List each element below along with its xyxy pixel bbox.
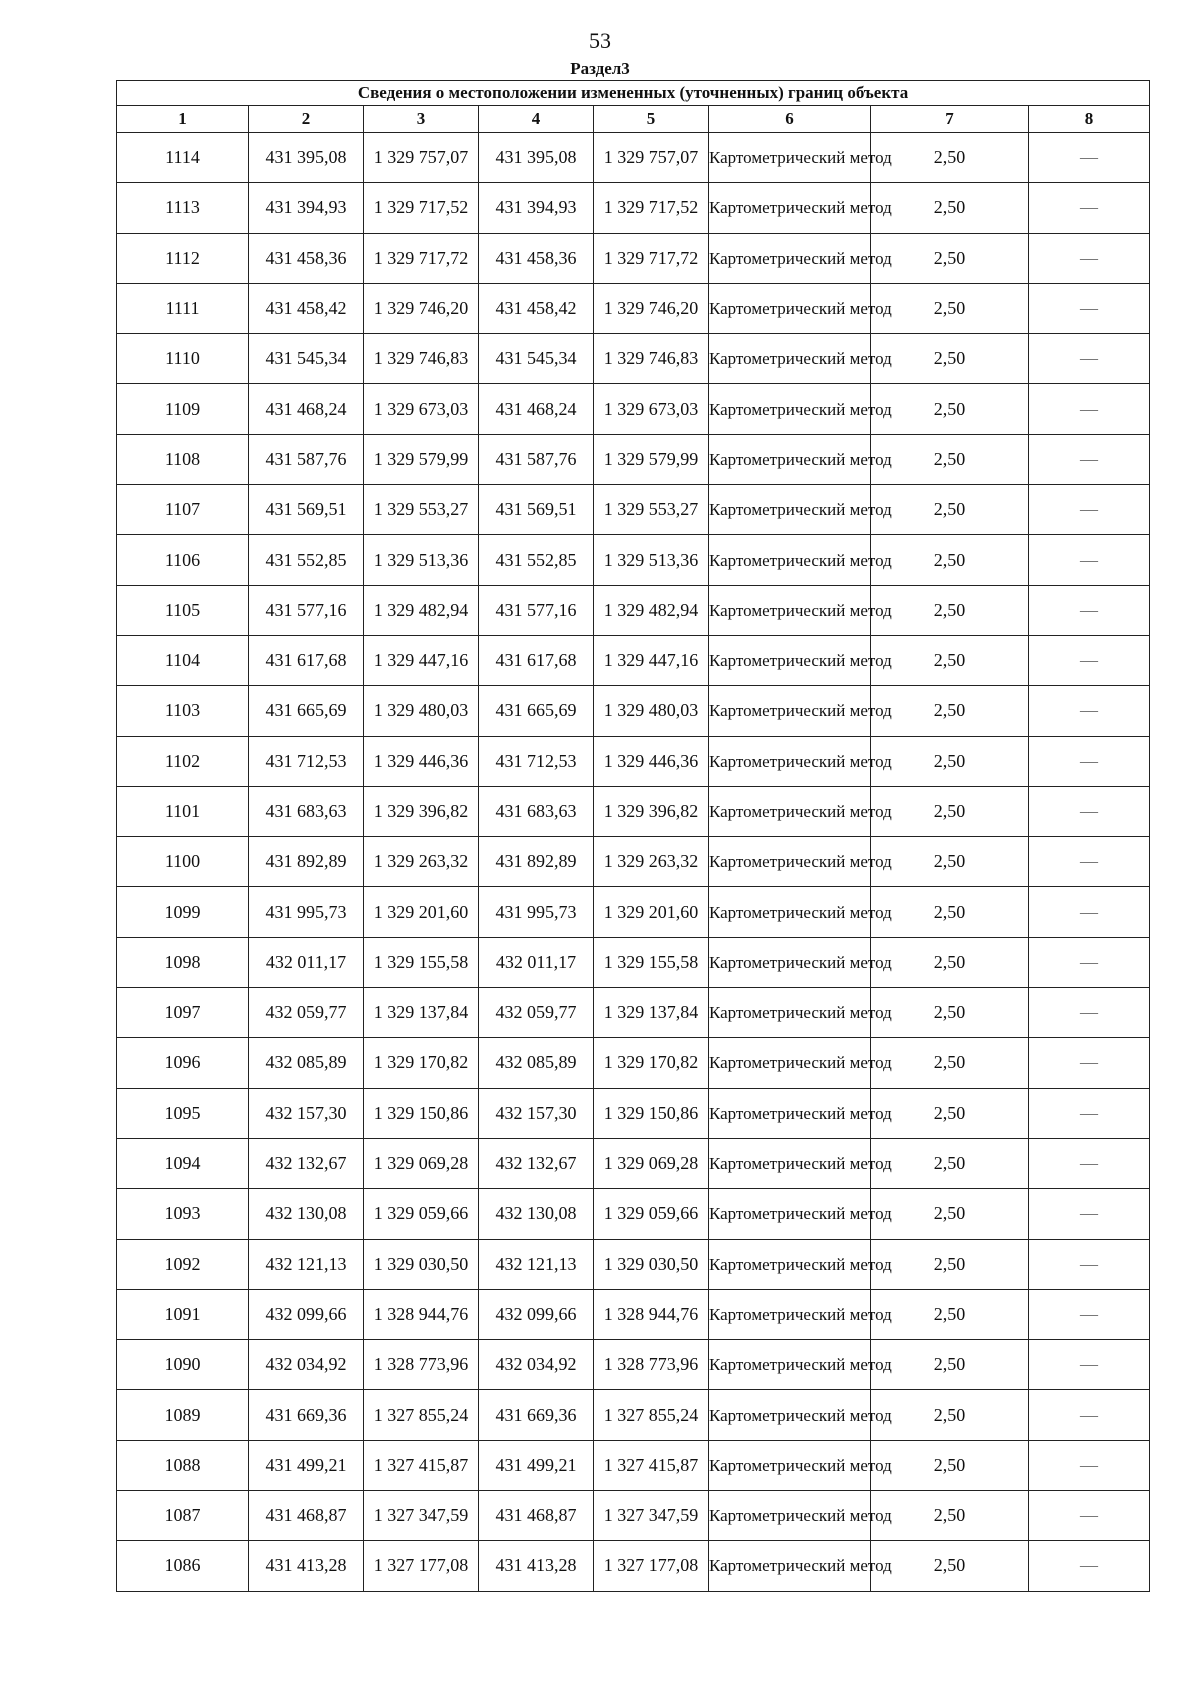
point-number-cell: 1105 <box>117 585 249 635</box>
table-row <box>117 1541 1150 1591</box>
table-row <box>117 837 1150 887</box>
x-existing-cell: 432 132,67 <box>249 1138 364 1188</box>
y-refined-cell: 1 329 155,58 <box>594 937 709 987</box>
y-existing-cell: 1 328 773,96 <box>364 1340 479 1390</box>
point-number-cell: 1088 <box>117 1440 249 1490</box>
point-number-cell: 1109 <box>117 384 249 434</box>
description-cell: — <box>1029 1440 1150 1490</box>
method-cell: Картометрический метод <box>709 1088 871 1138</box>
point-number-cell: 1100 <box>117 837 249 887</box>
y-existing-cell: 1 329 717,72 <box>364 233 479 283</box>
boundary-points-table <box>116 80 1150 1592</box>
accuracy-cell: 2,50 <box>871 1541 1029 1591</box>
description-cell: — <box>1029 384 1150 434</box>
table-row <box>117 384 1150 434</box>
y-refined-cell: 1 328 944,76 <box>594 1289 709 1339</box>
y-refined-cell: 1 327 855,24 <box>594 1390 709 1440</box>
x-refined-cell: 431 552,85 <box>479 535 594 585</box>
x-refined-cell: 431 617,68 <box>479 635 594 685</box>
y-refined-cell: 1 329 447,16 <box>594 635 709 685</box>
table-row <box>117 535 1150 585</box>
table-row <box>117 1440 1150 1490</box>
y-existing-cell: 1 329 059,66 <box>364 1189 479 1239</box>
x-refined-cell: 431 413,28 <box>479 1541 594 1591</box>
method-cell: Картометрический метод <box>709 1189 871 1239</box>
method-cell: Картометрический метод <box>709 585 871 635</box>
table-row <box>117 485 1150 535</box>
point-number-cell: 1110 <box>117 334 249 384</box>
x-existing-cell: 432 157,30 <box>249 1088 364 1138</box>
description-cell: — <box>1029 837 1150 887</box>
description-cell: — <box>1029 988 1150 1038</box>
y-refined-cell: 1 329 069,28 <box>594 1138 709 1188</box>
column-number-7: 7 <box>871 106 1029 133</box>
x-existing-cell: 432 059,77 <box>249 988 364 1038</box>
y-refined-cell: 1 328 773,96 <box>594 1340 709 1390</box>
y-refined-cell: 1 329 757,07 <box>594 133 709 183</box>
method-cell: Картометрический метод <box>709 434 871 484</box>
section-title: Раздел3 <box>570 59 630 78</box>
y-existing-cell: 1 329 263,32 <box>364 837 479 887</box>
y-refined-cell: 1 329 150,86 <box>594 1088 709 1138</box>
accuracy-cell: 2,50 <box>871 233 1029 283</box>
method-cell: Картометрический метод <box>709 334 871 384</box>
method-cell: Картометрический метод <box>709 1038 871 1088</box>
point-number-cell: 1103 <box>117 686 249 736</box>
point-number-cell: 1090 <box>117 1340 249 1390</box>
description-cell: — <box>1029 233 1150 283</box>
x-existing-cell: 431 617,68 <box>249 635 364 685</box>
description-cell: — <box>1029 1340 1150 1390</box>
point-number-cell: 1094 <box>117 1138 249 1188</box>
column-number-8: 8 <box>1029 106 1150 133</box>
table-row <box>117 334 1150 384</box>
method-cell: Картометрический метод <box>709 384 871 434</box>
table-row <box>117 1340 1150 1390</box>
x-refined-cell: 431 577,16 <box>479 585 594 635</box>
description-cell: — <box>1029 1541 1150 1591</box>
table-row <box>117 937 1150 987</box>
method-cell: Картометрический метод <box>709 133 871 183</box>
point-number-cell: 1108 <box>117 434 249 484</box>
description-cell: — <box>1029 786 1150 836</box>
x-existing-cell: 431 683,63 <box>249 786 364 836</box>
point-number-cell: 1099 <box>117 887 249 937</box>
x-refined-cell: 431 545,34 <box>479 334 594 384</box>
y-existing-cell: 1 329 030,50 <box>364 1239 479 1289</box>
y-refined-cell: 1 327 347,59 <box>594 1491 709 1541</box>
x-refined-cell: 431 569,51 <box>479 485 594 535</box>
method-cell: Картометрический метод <box>709 1239 871 1289</box>
point-number-cell: 1091 <box>117 1289 249 1339</box>
point-number-cell: 1093 <box>117 1189 249 1239</box>
accuracy-cell: 2,50 <box>871 736 1029 786</box>
accuracy-cell: 2,50 <box>871 334 1029 384</box>
method-cell: Картометрический метод <box>709 786 871 836</box>
y-refined-cell: 1 329 201,60 <box>594 887 709 937</box>
y-refined-cell: 1 329 030,50 <box>594 1239 709 1289</box>
y-existing-cell: 1 327 177,08 <box>364 1541 479 1591</box>
x-existing-cell: 431 892,89 <box>249 837 364 887</box>
x-existing-cell: 431 468,24 <box>249 384 364 434</box>
x-refined-cell: 431 499,21 <box>479 1440 594 1490</box>
x-existing-cell: 431 552,85 <box>249 535 364 585</box>
y-existing-cell: 1 329 553,27 <box>364 485 479 535</box>
x-refined-cell: 432 132,67 <box>479 1138 594 1188</box>
y-refined-cell: 1 329 137,84 <box>594 988 709 1038</box>
table-row <box>117 1239 1150 1289</box>
table-row <box>117 434 1150 484</box>
column-number-5: 5 <box>594 106 709 133</box>
x-refined-cell: 431 468,87 <box>479 1491 594 1541</box>
point-number-cell: 1101 <box>117 786 249 836</box>
table-row <box>117 1088 1150 1138</box>
accuracy-cell: 2,50 <box>871 937 1029 987</box>
accuracy-cell: 2,50 <box>871 988 1029 1038</box>
method-cell: Картометрический метод <box>709 1138 871 1188</box>
description-cell: — <box>1029 1491 1150 1541</box>
y-refined-cell: 1 329 170,82 <box>594 1038 709 1088</box>
accuracy-cell: 2,50 <box>871 635 1029 685</box>
x-existing-cell: 432 099,66 <box>249 1289 364 1339</box>
y-existing-cell: 1 329 746,83 <box>364 334 479 384</box>
point-number-cell: 1095 <box>117 1088 249 1138</box>
table-row <box>117 786 1150 836</box>
accuracy-cell: 2,50 <box>871 1440 1029 1490</box>
y-existing-cell: 1 329 150,86 <box>364 1088 479 1138</box>
x-existing-cell: 431 413,28 <box>249 1541 364 1591</box>
method-cell: Картометрический метод <box>709 1340 871 1390</box>
y-existing-cell: 1 329 717,52 <box>364 183 479 233</box>
accuracy-cell: 2,50 <box>871 384 1029 434</box>
x-refined-cell: 431 394,93 <box>479 183 594 233</box>
method-cell: Картометрический метод <box>709 988 871 1038</box>
y-existing-cell: 1 329 513,36 <box>364 535 479 585</box>
y-existing-cell: 1 329 757,07 <box>364 133 479 183</box>
x-refined-cell: 431 892,89 <box>479 837 594 887</box>
point-number-cell: 1114 <box>117 133 249 183</box>
method-cell: Картометрический метод <box>709 1541 871 1591</box>
y-existing-cell: 1 329 446,36 <box>364 736 479 786</box>
method-cell: Картометрический метод <box>709 686 871 736</box>
accuracy-cell: 2,50 <box>871 1088 1029 1138</box>
column-number-4: 4 <box>479 106 594 133</box>
point-number-cell: 1087 <box>117 1491 249 1541</box>
y-refined-cell: 1 329 746,83 <box>594 334 709 384</box>
table-row <box>117 1390 1150 1440</box>
description-cell: — <box>1029 334 1150 384</box>
description-cell: — <box>1029 1189 1150 1239</box>
y-existing-cell: 1 329 482,94 <box>364 585 479 635</box>
method-cell: Картометрический метод <box>709 183 871 233</box>
accuracy-cell: 2,50 <box>871 133 1029 183</box>
point-number-cell: 1097 <box>117 988 249 1038</box>
accuracy-cell: 2,50 <box>871 1491 1029 1541</box>
method-cell: Картометрический метод <box>709 485 871 535</box>
method-cell: Картометрический метод <box>709 1440 871 1490</box>
description-cell: — <box>1029 283 1150 333</box>
y-refined-cell: 1 329 717,72 <box>594 233 709 283</box>
y-refined-cell: 1 329 717,52 <box>594 183 709 233</box>
description-cell: — <box>1029 937 1150 987</box>
y-refined-cell: 1 329 480,03 <box>594 686 709 736</box>
y-existing-cell: 1 329 396,82 <box>364 786 479 836</box>
y-refined-cell: 1 329 513,36 <box>594 535 709 585</box>
accuracy-cell: 2,50 <box>871 1390 1029 1440</box>
y-existing-cell: 1 329 579,99 <box>364 434 479 484</box>
table-row <box>117 1189 1150 1239</box>
accuracy-cell: 2,50 <box>871 1239 1029 1289</box>
point-number-cell: 1113 <box>117 183 249 233</box>
accuracy-cell: 2,50 <box>871 837 1029 887</box>
point-number-cell: 1112 <box>117 233 249 283</box>
x-refined-cell: 431 458,42 <box>479 283 594 333</box>
table-row <box>117 635 1150 685</box>
y-existing-cell: 1 327 855,24 <box>364 1390 479 1440</box>
y-refined-cell: 1 329 446,36 <box>594 736 709 786</box>
x-refined-cell: 432 130,08 <box>479 1189 594 1239</box>
accuracy-cell: 2,50 <box>871 786 1029 836</box>
accuracy-cell: 2,50 <box>871 887 1029 937</box>
y-refined-cell: 1 329 673,03 <box>594 384 709 434</box>
y-existing-cell: 1 329 201,60 <box>364 887 479 937</box>
y-existing-cell: 1 329 069,28 <box>364 1138 479 1188</box>
accuracy-cell: 2,50 <box>871 535 1029 585</box>
x-existing-cell: 432 085,89 <box>249 1038 364 1088</box>
column-number-1: 1 <box>117 106 249 133</box>
x-refined-cell: 431 712,53 <box>479 736 594 786</box>
method-cell: Картометрический метод <box>709 1491 871 1541</box>
method-cell: Картометрический метод <box>709 635 871 685</box>
x-refined-cell: 431 468,24 <box>479 384 594 434</box>
table-row <box>117 283 1150 333</box>
accuracy-cell: 2,50 <box>871 1289 1029 1339</box>
table-row <box>117 1138 1150 1188</box>
point-number-cell: 1107 <box>117 485 249 535</box>
x-refined-cell: 431 683,63 <box>479 786 594 836</box>
description-cell: — <box>1029 1239 1150 1289</box>
table-row <box>117 887 1150 937</box>
y-existing-cell: 1 328 944,76 <box>364 1289 479 1339</box>
y-existing-cell: 1 329 155,58 <box>364 937 479 987</box>
x-refined-cell: 431 665,69 <box>479 686 594 736</box>
x-refined-cell: 432 121,13 <box>479 1239 594 1289</box>
method-cell: Картометрический метод <box>709 736 871 786</box>
y-refined-cell: 1 327 177,08 <box>594 1541 709 1591</box>
x-refined-cell: 432 099,66 <box>479 1289 594 1339</box>
table-body <box>117 133 1150 1592</box>
accuracy-cell: 2,50 <box>871 585 1029 635</box>
x-refined-cell: 432 157,30 <box>479 1088 594 1138</box>
x-existing-cell: 431 545,34 <box>249 334 364 384</box>
accuracy-cell: 2,50 <box>871 1038 1029 1088</box>
x-existing-cell: 432 011,17 <box>249 937 364 987</box>
x-existing-cell: 431 587,76 <box>249 434 364 484</box>
x-existing-cell: 431 458,36 <box>249 233 364 283</box>
column-number-6: 6 <box>709 106 871 133</box>
y-existing-cell: 1 327 415,87 <box>364 1440 479 1490</box>
y-existing-cell: 1 329 137,84 <box>364 988 479 1038</box>
description-cell: — <box>1029 1390 1150 1440</box>
table-row <box>117 988 1150 1038</box>
method-cell: Картометрический метод <box>709 937 871 987</box>
x-refined-cell: 432 011,17 <box>479 937 594 987</box>
table-caption: Сведения о местоположении измененных (уточненных) границ объекта <box>117 81 1150 106</box>
x-existing-cell: 432 130,08 <box>249 1189 364 1239</box>
x-existing-cell: 432 121,13 <box>249 1239 364 1289</box>
point-number-cell: 1086 <box>117 1541 249 1591</box>
method-cell: Картометрический метод <box>709 1289 871 1339</box>
x-refined-cell: 431 458,36 <box>479 233 594 283</box>
accuracy-cell: 2,50 <box>871 183 1029 233</box>
point-number-cell: 1104 <box>117 635 249 685</box>
x-refined-cell: 431 995,73 <box>479 887 594 937</box>
x-existing-cell: 431 577,16 <box>249 585 364 635</box>
method-cell: Картометрический метод <box>709 535 871 585</box>
x-existing-cell: 431 395,08 <box>249 133 364 183</box>
y-existing-cell: 1 329 447,16 <box>364 635 479 685</box>
method-cell: Картометрический метод <box>709 837 871 887</box>
table-row <box>117 736 1150 786</box>
x-existing-cell: 431 712,53 <box>249 736 364 786</box>
description-cell: — <box>1029 1038 1150 1088</box>
y-refined-cell: 1 329 746,20 <box>594 283 709 333</box>
point-number-cell: 1111 <box>117 283 249 333</box>
x-refined-cell: 432 034,92 <box>479 1340 594 1390</box>
description-cell: — <box>1029 485 1150 535</box>
method-cell: Картометрический метод <box>709 1390 871 1440</box>
accuracy-cell: 2,50 <box>871 434 1029 484</box>
accuracy-cell: 2,50 <box>871 283 1029 333</box>
description-cell: — <box>1029 736 1150 786</box>
description-cell: — <box>1029 183 1150 233</box>
point-number-cell: 1106 <box>117 535 249 585</box>
y-existing-cell: 1 329 746,20 <box>364 283 479 333</box>
y-existing-cell: 1 327 347,59 <box>364 1491 479 1541</box>
y-refined-cell: 1 329 579,99 <box>594 434 709 484</box>
table-row <box>117 1038 1150 1088</box>
x-existing-cell: 432 034,92 <box>249 1340 364 1390</box>
x-existing-cell: 431 665,69 <box>249 686 364 736</box>
point-number-cell: 1098 <box>117 937 249 987</box>
accuracy-cell: 2,50 <box>871 1138 1029 1188</box>
x-refined-cell: 432 085,89 <box>479 1038 594 1088</box>
x-existing-cell: 431 499,21 <box>249 1440 364 1490</box>
description-cell: — <box>1029 434 1150 484</box>
y-existing-cell: 1 329 170,82 <box>364 1038 479 1088</box>
y-refined-cell: 1 329 263,32 <box>594 837 709 887</box>
table-row <box>117 183 1150 233</box>
x-refined-cell: 431 395,08 <box>479 133 594 183</box>
accuracy-cell: 2,50 <box>871 485 1029 535</box>
method-cell: Картометрический метод <box>709 233 871 283</box>
table-row <box>117 233 1150 283</box>
page-number: 53 <box>589 28 611 53</box>
description-cell: — <box>1029 535 1150 585</box>
y-existing-cell: 1 329 673,03 <box>364 384 479 434</box>
description-cell: — <box>1029 1289 1150 1339</box>
table-row <box>117 686 1150 736</box>
x-existing-cell: 431 394,93 <box>249 183 364 233</box>
description-cell: — <box>1029 635 1150 685</box>
description-cell: — <box>1029 1138 1150 1188</box>
y-refined-cell: 1 329 482,94 <box>594 585 709 635</box>
method-cell: Картометрический метод <box>709 887 871 937</box>
point-number-cell: 1092 <box>117 1239 249 1289</box>
x-existing-cell: 431 569,51 <box>249 485 364 535</box>
description-cell: — <box>1029 585 1150 635</box>
method-cell: Картометрический метод <box>709 283 871 333</box>
column-number-3: 3 <box>364 106 479 133</box>
x-refined-cell: 431 669,36 <box>479 1390 594 1440</box>
table-row <box>117 1491 1150 1541</box>
x-refined-cell: 431 587,76 <box>479 434 594 484</box>
y-refined-cell: 1 329 553,27 <box>594 485 709 535</box>
x-existing-cell: 431 458,42 <box>249 283 364 333</box>
table-row <box>117 585 1150 635</box>
y-refined-cell: 1 329 396,82 <box>594 786 709 836</box>
description-cell: — <box>1029 686 1150 736</box>
point-number-cell: 1102 <box>117 736 249 786</box>
description-cell: — <box>1029 887 1150 937</box>
x-existing-cell: 431 669,36 <box>249 1390 364 1440</box>
x-existing-cell: 431 468,87 <box>249 1491 364 1541</box>
accuracy-cell: 2,50 <box>871 1189 1029 1239</box>
y-existing-cell: 1 329 480,03 <box>364 686 479 736</box>
y-refined-cell: 1 327 415,87 <box>594 1440 709 1490</box>
point-number-cell: 1089 <box>117 1390 249 1440</box>
column-number-2: 2 <box>249 106 364 133</box>
table-row <box>117 133 1150 183</box>
accuracy-cell: 2,50 <box>871 1340 1029 1390</box>
y-refined-cell: 1 329 059,66 <box>594 1189 709 1239</box>
description-cell: — <box>1029 1088 1150 1138</box>
table-row <box>117 1289 1150 1339</box>
point-number-cell: 1096 <box>117 1038 249 1088</box>
x-existing-cell: 431 995,73 <box>249 887 364 937</box>
description-cell: — <box>1029 133 1150 183</box>
x-refined-cell: 432 059,77 <box>479 988 594 1038</box>
accuracy-cell: 2,50 <box>871 686 1029 736</box>
